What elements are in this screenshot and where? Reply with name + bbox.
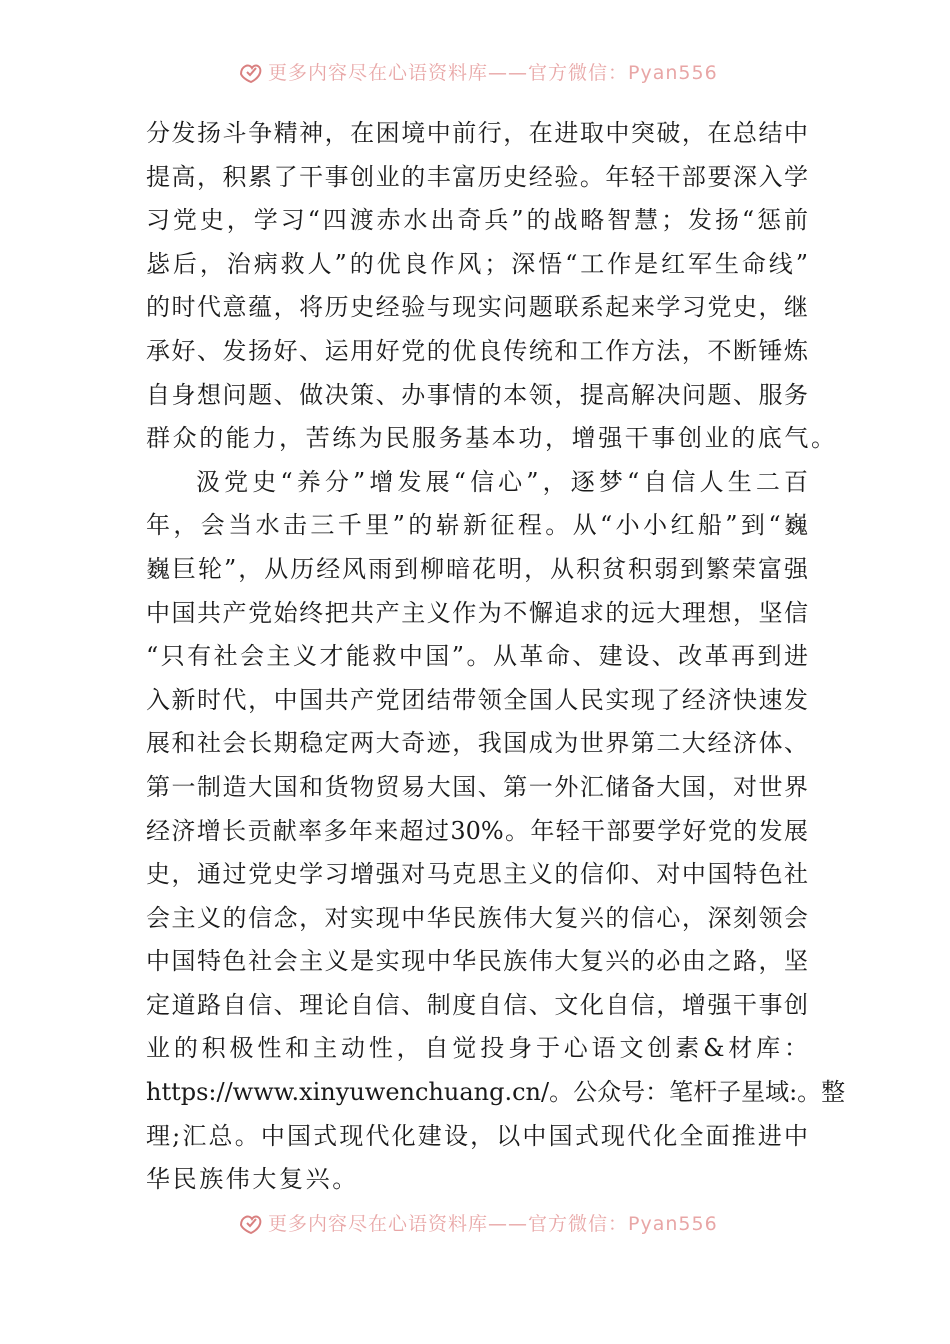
paragraph-line: 华民族伟大复兴。 xyxy=(146,1165,359,1194)
paragraph-line: 中国特色社会主义是实现中华民族伟大复兴的必由之路，坚 xyxy=(146,947,808,976)
watermark-text: 更多内容尽在心语资料库——官方微信：Pyan556 xyxy=(268,61,718,84)
paragraph-line: 会主义的信念，对实现中华民族伟大复兴的信心，深刻领会 xyxy=(146,903,808,932)
logo-icon xyxy=(238,1209,264,1235)
paragraph-line: 分发扬斗争精神，在困境中前行，在进取中突破，在总结中 xyxy=(146,119,808,147)
document-body xyxy=(146,112,846,1202)
header-watermark xyxy=(238,56,718,86)
paragraph-line: 毖后，治病救人”的优良作风；深悟“工作是红军生命线” xyxy=(146,249,808,278)
paragraph-line: 入新时代，中国共产党团结带领全国人民实现了经济快速发 xyxy=(146,685,808,714)
footer-watermark xyxy=(238,1207,718,1237)
paragraph-line: 经济增长贡献率多年来超过30%。年轻干部要学好党的发展 xyxy=(146,816,808,845)
paragraph-line: 习党史，学习“四渡赤水出奇兵”的战略智慧；发扬“惩前 xyxy=(146,206,808,235)
paragraph-line: 群众的能力，苦练为民服务基本功，增强干事创业的底气。 xyxy=(146,424,838,453)
paragraph-line: 巍巨轮”，从历经风雨到柳暗花明，从积贫积弱到繁荣富强 xyxy=(146,554,808,583)
paragraph-line: 业的积极性和主动性，自觉投身于心语文创素&材库： xyxy=(146,1034,808,1063)
paragraph-line: 理;汇总。中国式现代化建设，以中国式现代化全面推进中 xyxy=(146,1121,808,1150)
paragraph-line: 承好、发扬好、运用好党的优良传统和工作方法，不断锤炼 xyxy=(146,336,808,365)
paragraph-line: 自身想问题、做决策、办事情的本领，提高解决问题、服务 xyxy=(146,380,808,409)
paragraph-line: 第一制造大国和货物贸易大国、第一外汇储备大国，对世界 xyxy=(146,772,808,801)
paragraph-line: 史，通过党史学习增强对马克思主义的信仰、对中国特色社 xyxy=(146,860,808,889)
paragraph-line: 年，会当水击三千里”的崭新征程。从“小小红船”到“巍 xyxy=(146,511,808,540)
paragraph-line: https://www.xinyuwenchuang.cn/。公众号：笔杆子星域:。整 xyxy=(146,1078,846,1107)
logo-icon xyxy=(238,58,264,84)
paragraph-line: “只有社会主义才能救中国”。从革命、建设、改革再到进 xyxy=(146,642,808,671)
paragraph-line: 汲党史“养分”增发展“信心”，逐梦“自信人生二百 xyxy=(196,467,808,496)
paragraph-line: 展和社会长期稳定两大奇迹，我国成为世界第二大经济体、 xyxy=(146,729,808,758)
paragraph-line: 的时代意蕴，将历史经验与现实问题联系起来学习党史，继 xyxy=(146,293,808,322)
paragraph-line: 提高，积累了干事创业的丰富历史经验。年轻干部要深入学 xyxy=(146,162,808,191)
paragraph-line: 定道路自信、理论自信、制度自信、文化自信，增强干事创 xyxy=(146,990,808,1019)
paragraph-line: 中国共产党始终把共产主义作为不懈追求的远大理想，坚信 xyxy=(146,598,808,627)
watermark-text: 更多内容尽在心语资料库——官方微信：Pyan556 xyxy=(268,1212,718,1235)
